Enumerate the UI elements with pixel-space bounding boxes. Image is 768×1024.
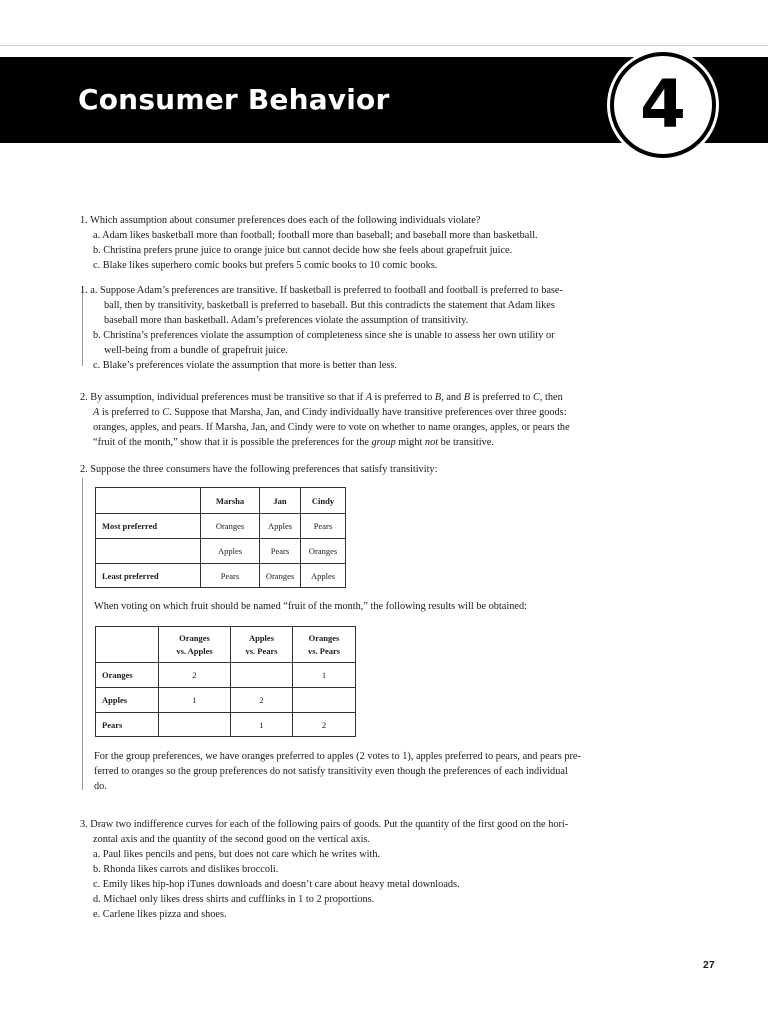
question-3 xyxy=(80,817,620,922)
question-1 xyxy=(80,213,620,273)
chapter-number-badge xyxy=(610,52,716,158)
table2-header-blank xyxy=(96,627,159,663)
answer-1-b-line1: b. Christina’s preferences violate the assumption of completeness since she is unable to assess her own utility or xyxy=(93,330,555,341)
chapter-title: Consumer Behavior xyxy=(78,83,390,116)
table-row: Apples Pears Oranges xyxy=(96,539,346,564)
answer-1-c: c. Blake’s preferences violate the assumption that more is better than less. xyxy=(93,360,397,371)
question-3-c: c. Emily likes hip-hop iTunes downloads and doesn’t care about heavy metal downloads. xyxy=(93,879,460,890)
table2-header-apples-vs-pears: Apples vs. Pears xyxy=(231,627,293,663)
answer-2-conclusion-line3: do. xyxy=(94,781,107,792)
table1-header-cindy: Cindy xyxy=(301,488,346,514)
question-2 xyxy=(80,390,620,450)
answer-2-conclusion-line1: For the group preferences, we have oranges preferred to apples (2 votes to 1), apples preferred to pears, and pears pre- xyxy=(94,751,581,762)
question-1-b: b. Christina prefers prune juice to orange juice but cannot decide how she feels about grapefruit juice. xyxy=(93,245,513,256)
question-2-line4: “fruit of the month,” show that it is possible the preferences for the group might not be transitive. xyxy=(93,437,494,448)
table1-header-marsha: Marsha xyxy=(201,488,260,514)
table-row: Most preferred Oranges Apples Pears xyxy=(96,514,346,539)
table-row: Least preferred Pears Oranges Apples xyxy=(96,564,346,588)
table2-header-oranges-vs-apples: Oranges vs. Apples xyxy=(159,627,231,663)
answer-1-a-line1: 1. a. Suppose Adam’s preferences are transitive. If basketball is preferred to football and football is preferred to base- xyxy=(80,285,563,296)
question-1-stem: 1. Which assumption about consumer preferences does each of the following individuals violate? xyxy=(80,215,481,226)
page-number: 27 xyxy=(703,959,715,971)
table-row: Apples 1 2 xyxy=(96,688,356,713)
table-row: Pears 1 2 xyxy=(96,713,356,737)
question-3-b: b. Rhonda likes carrots and dislikes broccoli. xyxy=(93,864,279,875)
table-row: Oranges 2 1 xyxy=(96,663,356,688)
table1-header-blank xyxy=(96,488,201,514)
answer-1-a-line2: ball, then by transitivity, basketball is preferred to baseball. But this contradicts the statement that Adam likes xyxy=(104,300,555,311)
question-2-line1: 2. By assumption, individual preferences must be transitive so that if A is preferred to B, and B is preferred to C, then xyxy=(80,392,563,403)
answer-2-conclusion-line2: ferred to oranges so the group preferences do not satisfy transitivity even though the preferences of each individual xyxy=(94,766,568,777)
question-3-line1: 3. Draw two indifference curves for each of the following pairs of goods. Put the quantity of the first good on the hori- xyxy=(80,819,569,830)
question-3-e: e. Carlene likes pizza and shoes. xyxy=(93,909,227,920)
table1-header-jan: Jan xyxy=(260,488,301,514)
answer-2-intro: 2. Suppose the three consumers have the following preferences that satisfy transitivity: xyxy=(80,464,438,475)
answer-1-b-line2: well-being from a bundle of grapefruit juice. xyxy=(104,345,288,356)
answer-2-voting: When voting on which fruit should be named “fruit of the month,” the following results will be obtained: xyxy=(94,601,527,612)
question-2-line3: oranges, apples, and pears. If Marsha, Jan, and Cindy were to vote on whether to name oranges, apples, or pears the xyxy=(93,422,570,433)
answer-1-a-line3: baseball more than basketball. Adam’s preferences violate the assumption of transitivity. xyxy=(104,315,469,326)
question-3-line2: zontal axis and the quantity of the second good on the vertical axis. xyxy=(93,834,371,845)
table2-header-oranges-vs-pears: Oranges vs. Pears xyxy=(293,627,356,663)
question-1-a: a. Adam likes basketball more than football; football more than baseball; and baseball more than basketball. xyxy=(93,230,538,241)
preferences-table xyxy=(95,487,346,588)
answer-2-conclusion xyxy=(94,749,619,794)
top-rule xyxy=(0,45,768,46)
question-1-c: c. Blake likes superhero comic books but prefers 5 comic books to 10 comic books. xyxy=(93,260,438,271)
answer-2-bar xyxy=(82,478,83,790)
voting-table xyxy=(95,626,356,737)
question-2-line2: A is preferred to C. Suppose that Marsha, Jan, and Cindy individually have transitive preferences over three goods: xyxy=(93,407,567,418)
chapter-number: 4 xyxy=(640,66,686,143)
answer-1 xyxy=(80,283,620,373)
question-3-d: d. Michael only likes dress shirts and cufflinks in 1 to 2 proportions. xyxy=(93,894,375,905)
question-3-a: a. Paul likes pencils and pens, but does not care which he writes with. xyxy=(93,849,381,860)
